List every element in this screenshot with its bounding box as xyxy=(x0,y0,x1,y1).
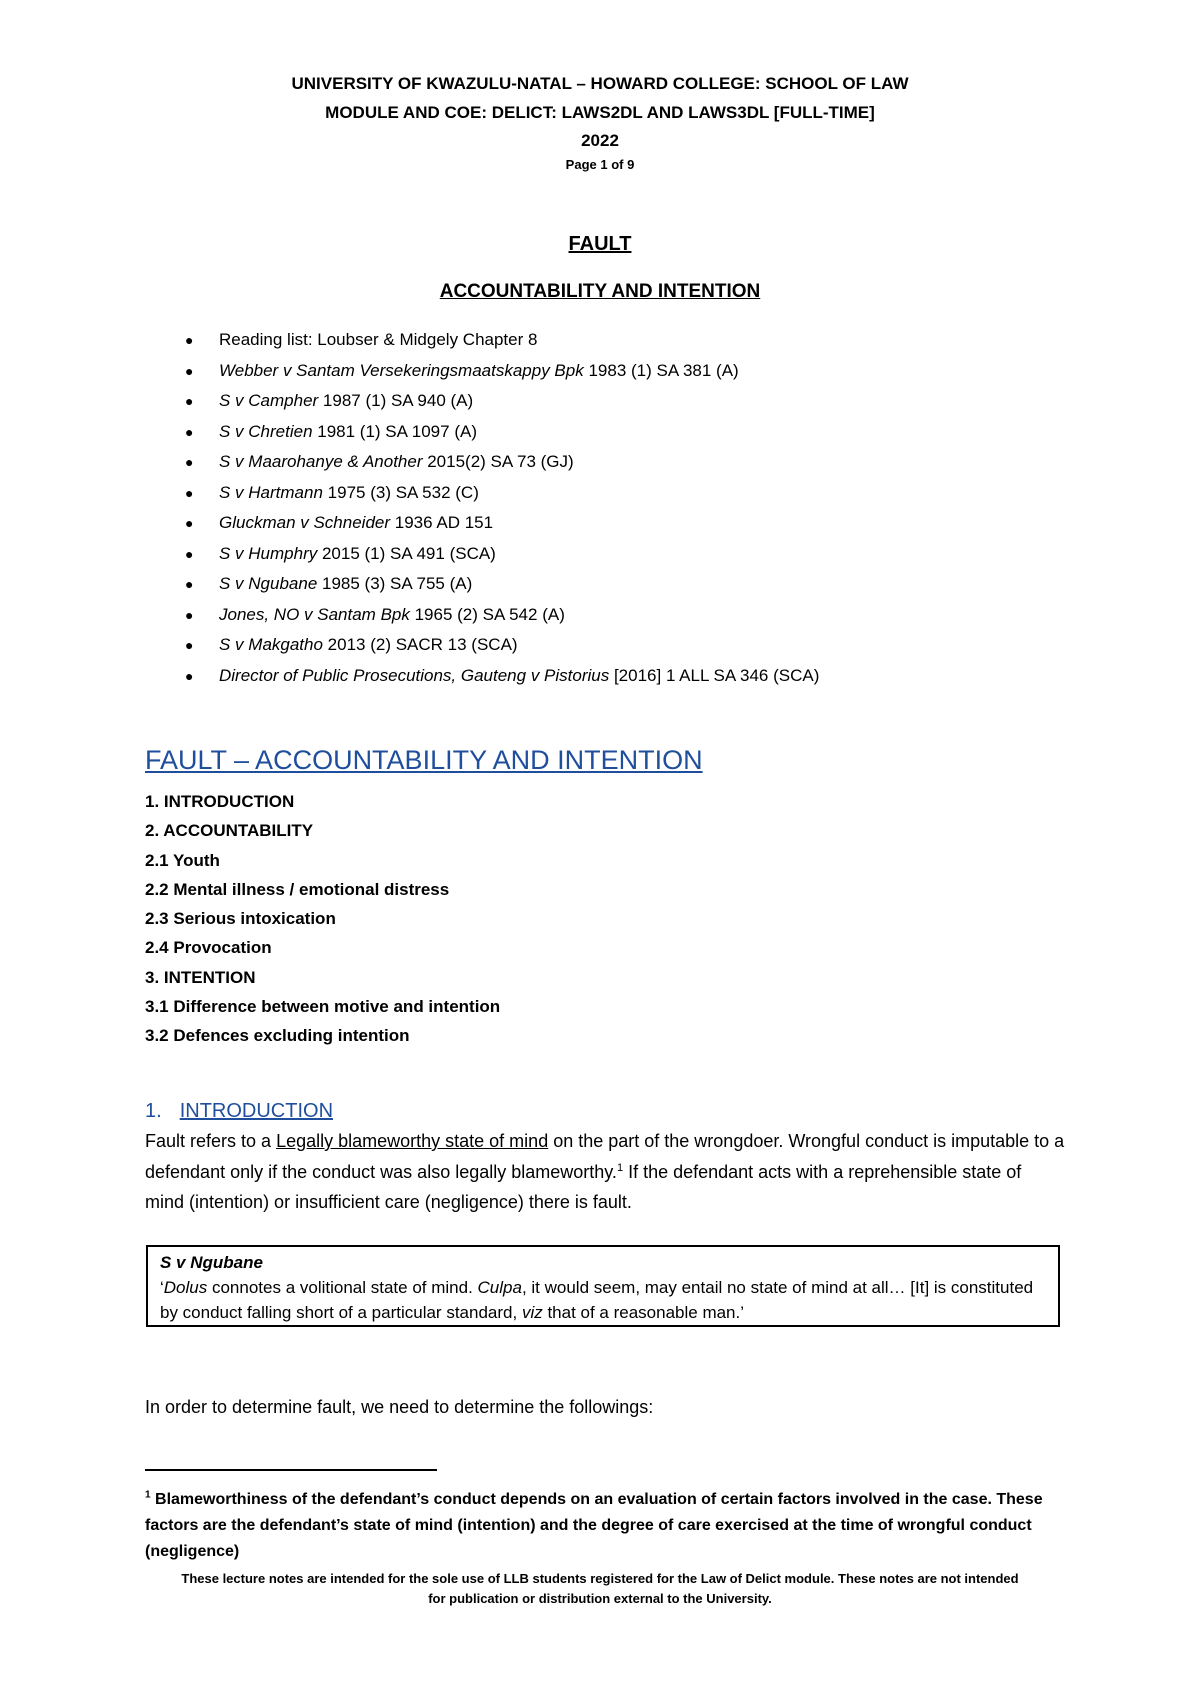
bullet-icon: ● xyxy=(185,362,194,379)
footnote-divider xyxy=(145,1469,437,1471)
toc-item: 2.2 Mental illness / emotional distress xyxy=(145,879,450,899)
main-title: FAULT xyxy=(568,233,632,255)
toc-item: 2.3 Serious intoxication xyxy=(145,909,336,929)
list-item: ● Jones, NO v Santam Bpk 1965 (2) SA 542 (A) xyxy=(145,600,1105,631)
list-item: ● S v Chretien 1981 (1) SA 1097 (A) xyxy=(145,417,1105,448)
toc-item: 2.4 Provocation xyxy=(145,938,272,958)
bullet-icon: ● xyxy=(185,423,194,440)
bullet-icon: ● xyxy=(185,637,194,653)
bullet-icon: ● xyxy=(185,515,194,531)
toc-item: 2.1 Youth xyxy=(145,850,220,870)
list-item: ● S v Ngubane 1985 (3) SA 755 (A) xyxy=(145,569,1105,600)
disclaimer: These lecture notes are intended for the sole use of LLB students registered for the Law of Delict module. These notes are not intended for publication or distribution external to the University. xyxy=(181,1571,1019,1606)
bullet-icon: ● xyxy=(185,332,194,348)
bullet-icon: ● xyxy=(185,667,194,684)
quote-text: ‘Dolus connotes a volitional state of mind. Culpa, it would seem, may entail no state of mind at all… [It] is constituted by conduct falling short of a particular standard, viz that of a reasonable man.’ xyxy=(160,1278,1034,1322)
list-item: ● S v Humphry 2015 (1) SA 491 (SCA) xyxy=(145,539,1105,570)
bullet-icon: ● xyxy=(185,606,194,623)
heading-number: 1. xyxy=(145,1100,162,1122)
header-year: 2022 xyxy=(581,131,619,150)
footnote-number: 1 xyxy=(145,1489,151,1501)
bullet-icon: ● xyxy=(185,576,194,592)
table-of-contents xyxy=(145,787,500,1051)
list-item: ● Reading list: Loubser & Midgely Chapter 8 xyxy=(145,325,1105,356)
header-module: MODULE AND COE: DELICT: LAWS2DL AND LAWS3DL [FULL-TIME] xyxy=(325,103,875,122)
quote-box xyxy=(146,1245,1060,1327)
introduction-paragraph: Fault refers to a Legally blameworthy state of mind on the part of the wrongdoer. Wrongful conduct is imputable to a defendant only if the conduct was also legally blameworthy.$^1$ If the defendant acts with a reprehensible state of mind (intention) or insufficient care (negligence) there is fault. xyxy=(145,1131,1065,1212)
list-item: ● S v Makgatho 2013 (2) SACR 13 (SCA) xyxy=(145,630,1105,661)
bullet-icon: ● xyxy=(185,484,194,501)
list-item: ● Gluckman v Schneider 1936 AD 151 xyxy=(145,508,1105,539)
list-item: ● Webber v Santam Versekeringsmaatskappy Bpk 1983 (1) SA 381 (A) xyxy=(145,356,1105,387)
bullet-icon: ● xyxy=(185,545,194,562)
toc-item: 3.1 Difference between motive and intention xyxy=(145,997,501,1017)
introduction-heading xyxy=(145,1100,333,1123)
list-item: ● Director of Public Prosecutions, Gauteng v Pistorius [2016] 1 ALL SA 346 (SCA) xyxy=(145,661,1105,692)
section-title: FAULT – ACCOUNTABILITY AND INTENTION xyxy=(145,745,703,775)
reading-list xyxy=(145,325,1105,691)
determine-text: In order to determine fault, we need to determine the followings: xyxy=(145,1397,654,1417)
toc-item: 2. ACCOUNTABILITY xyxy=(145,821,314,841)
toc-item: 1. INTRODUCTION xyxy=(145,792,295,811)
page-number: Page 1 of 9 xyxy=(565,157,635,172)
underlined-term: Legally blameworthy state of mind xyxy=(276,1131,549,1151)
list-item: ● S v Campher 1987 (1) SA 940 (A) xyxy=(145,386,1105,417)
list-item: ● S v Maarohanye & Another 2015(2) SA 73 (GJ) xyxy=(145,447,1105,478)
heading-text: INTRODUCTION xyxy=(179,1100,334,1122)
header-university: UNIVERSITY OF KWAZULU-NATAL – HOWARD COLLEGE: SCHOOL OF LAW xyxy=(291,74,909,93)
quote-case-name: S v Ngubane xyxy=(160,1253,263,1272)
toc-item: 3. INTENTION xyxy=(145,967,256,987)
bullet-icon: ● xyxy=(185,393,194,409)
footnote-ref[interactable]: 1 xyxy=(616,1161,624,1174)
list-item: ● S v Hartmann 1975 (3) SA 532 (C) xyxy=(145,478,1105,509)
sub-title: ACCOUNTABILITY AND INTENTION xyxy=(439,281,761,302)
footnote: $^1$ Blameworthiness of the defendant’s conduct depends on an evaluation of certain factors involved in the case. These factors are the defendant’s state of mind (intention) and the degree of care exercised at the time of wrongful conduct (negligence) xyxy=(145,1489,1043,1560)
bullet-icon: ● xyxy=(185,454,194,470)
toc-item: 3.2 Defences excluding intention xyxy=(145,1026,410,1046)
